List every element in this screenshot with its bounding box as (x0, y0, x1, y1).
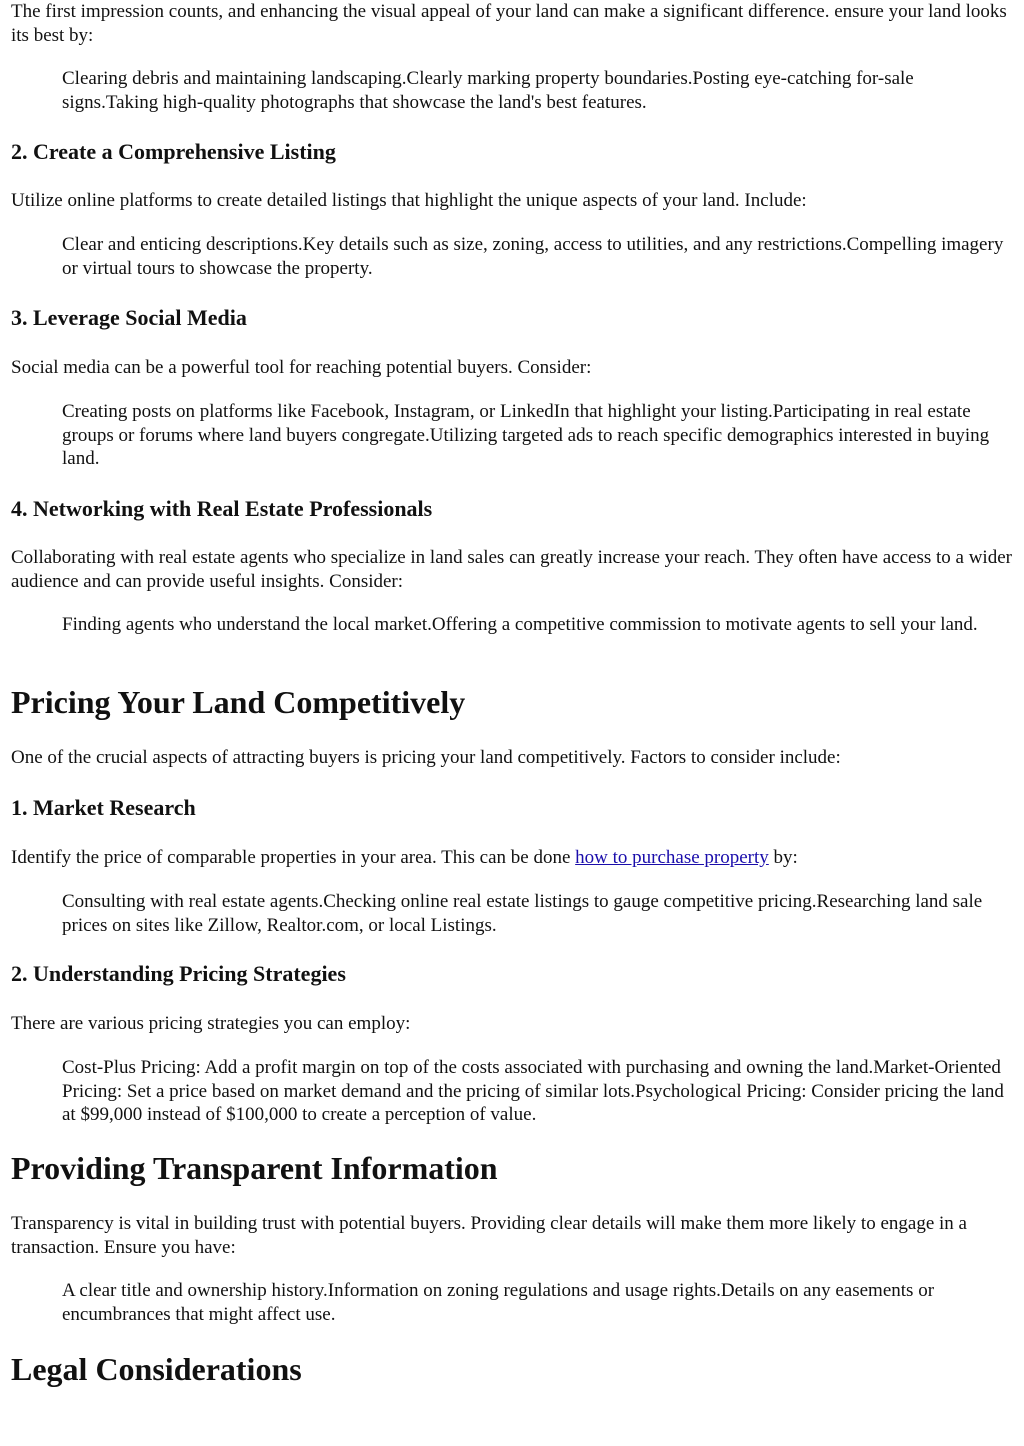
intro-paragraph: The first impression counts, and enhancing the visual appeal of your land can make a significant difference. ensure your land looks its best by: (11, 1, 1007, 46)
social-quote: Creating posts on platforms like Facebook, Instagram, or LinkedIn that highlight your listing.Participating in real estate groups or forums where land buyers congregate.Utilizing targeted ads to reach specific demographics interested in buying land. (62, 401, 990, 469)
networking-quote: Finding agents who understand the local market.Offering a competitive commission to motivate agents to sell your land. (62, 614, 978, 635)
intro-quote: Clearing debris and maintaining landscaping.Clearly marking property boundaries.Posting eye-catching for-sale signs.Taking high-quality photographs that showcase the land's best features. (62, 68, 914, 113)
market-research-text-after: by: (768, 847, 798, 868)
pricing-paragraph: One of the crucial aspects of attracting buyers is pricing your land competitively. Factors to consider include: (11, 747, 841, 768)
social-paragraph: Social media can be a powerful tool for reaching potential buyers. Consider: (11, 357, 592, 378)
pricing-heading: Pricing Your Land Competitively (11, 684, 466, 720)
transparent-paragraph: Transparency is vital in building trust with potential buyers. Providing clear details will make them more likely to engage in a transaction. Ensure you have: (11, 1213, 967, 1258)
section-heading-social: 3. Leverage Social Media (11, 305, 247, 330)
listing-quote: Clear and enticing descriptions.Key details such as size, zoning, access to utilities, and any restrictions.Compelling imagery or virtual tours to showcase the property. (62, 234, 1004, 279)
market-research-heading: 1. Market Research (11, 795, 196, 820)
transparent-heading: Providing Transparent Information (11, 1150, 498, 1186)
purchase-property-link[interactable]: how to purchase property (575, 847, 769, 868)
market-research-paragraph (11, 846, 1014, 870)
legal-heading: Legal Considerations (11, 1351, 302, 1387)
pricing-strategies-heading: 2. Understanding Pricing Strategies (11, 961, 346, 986)
section-heading-networking: 4. Networking with Real Estate Professionals (11, 496, 433, 521)
listing-paragraph: Utilize online platforms to create detailed listings that highlight the unique aspects of your land. Include: (11, 190, 807, 211)
market-research-quote: Consulting with real estate agents.Checking online real estate listings to gauge competitive pricing.Researching land sale prices on sites like Zillow, Realtor.com, or local Listings. (62, 891, 983, 936)
strategies-quote: Cost-Plus Pricing: Add a profit margin on top of the costs associated with purchasing and owning the land.Market-Oriented Pricing: Set a price based on market demand and the pricing of similar lots.Psychological Pricing: Consider pricing the land at $99,000 instead of $100,000 to create a perception of value. (62, 1057, 1004, 1125)
section-heading-listing: 2. Create a Comprehensive Listing (11, 139, 336, 164)
strategies-paragraph: There are various pricing strategies you can employ: (11, 1013, 411, 1034)
transparent-quote: A clear title and ownership history.Information on zoning regulations and usage rights.Details on any easements or encumbrances that might affect use. (62, 1280, 935, 1325)
networking-paragraph: Collaborating with real estate agents who specialize in land sales can greatly increase your reach. They often have access to a wider audience and can provide useful insights. Consider: (11, 547, 1012, 592)
market-research-text-before: Identify the price of comparable properties in your area. This can be done (11, 847, 576, 868)
